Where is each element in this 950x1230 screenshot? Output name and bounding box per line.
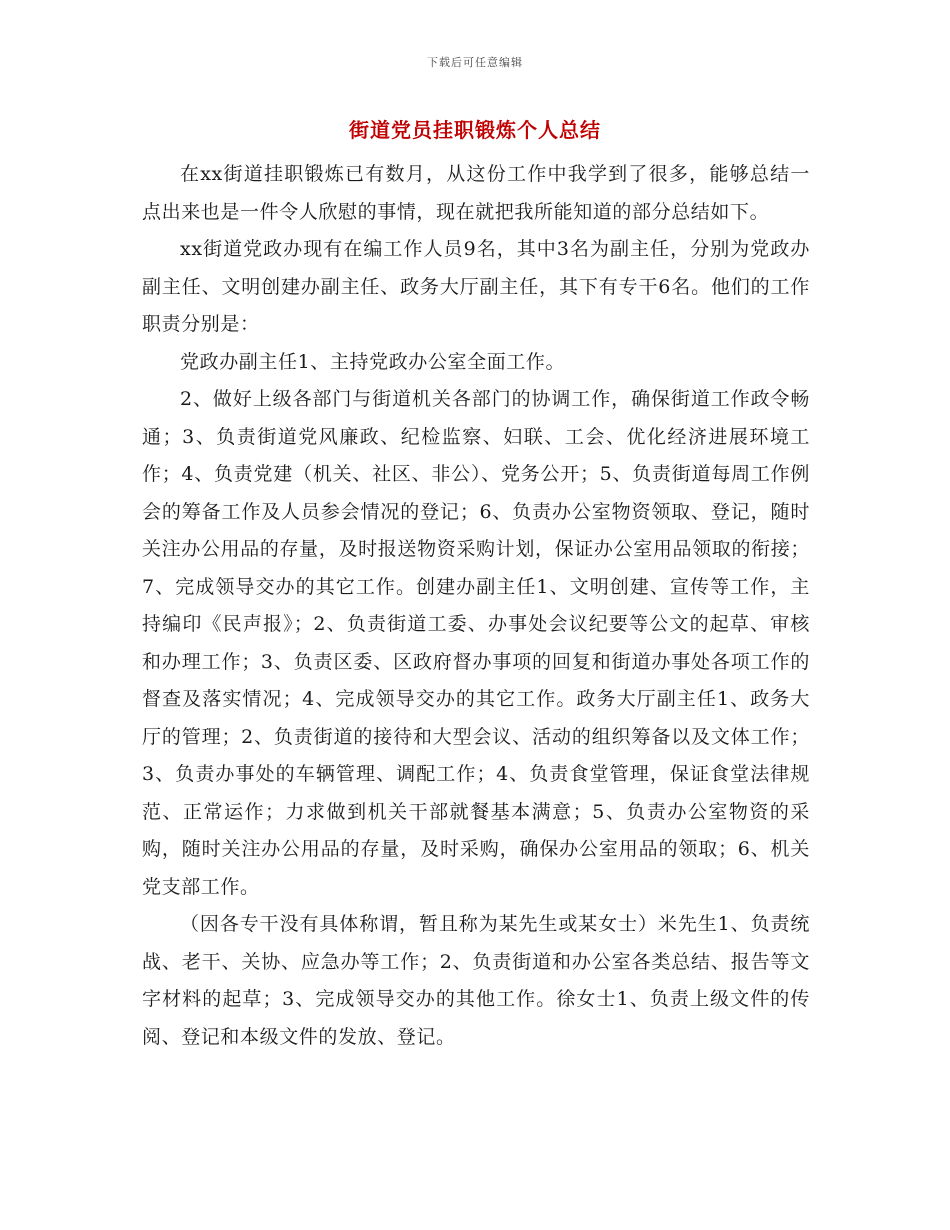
paragraph-duty-1: 党政办副主任1、主持党政办公室全面工作。 — [180, 350, 566, 373]
paragraph-staff-duties: （因各专干没有具体称谓，暂且称为某先生或某女士）米先生1、负责统战、老干、关协、应急办等工作；2、负责街道和办公室各类总结、报告等文字材料的起草；3、完成领导交办的其他工作。徐女士1、负责上级文件的传阅、登记和本级文件的发放、登记。 — [142, 913, 810, 1048]
document-body — [142, 156, 810, 1056]
paragraph-staffing: xx街道党政办现有在编工作人员9名，其中3名为副主任，分别为党政办副主任、文明创建办副主任、政务大厅副主任，其下有专干6名。他们的工作职责分别是： — [142, 238, 810, 335]
paragraph-intro: 在xx街道挂职锻炼已有数月，从这份工作中我学到了很多，能够总结一点出来也是一件令人欣慰的事情，现在就把我所能知道的部分总结如下。 — [142, 163, 810, 223]
header-note: 下载后可任意编辑 — [427, 56, 523, 69]
paragraph-duties-detail: 2、做好上级各部门与街道机关各部门的协调工作，确保街道工作政令畅通；3、负责街道党风廉政、纪检监察、妇联、工会、优化经济进展环境工作；4、负责党建（机关、社区、非公）、党务公开；5、负责街道每周工作例会的筹备工作及人员参会情况的登记；6、负责办公室物资领取、登记，随时关注办公用品的存量，及时报送物资采购计划，保证办公室用品领取的衔接；7、完成领导交办的其它工作。创建办副主任1、文明创建、宣传等工作，主持编印《民声报》；2、负责街道工委、办事处会议纪要等公文的起草、审核和办理工作；3、负责区委、区政府督办事项的回复和街道办事处各项工作的督查及落实情况；4、完成领导交办的其它工作。政务大厅副主任1、政务大厅的管理；2、负责街道的接待和大型会议、活动的组织筹备以及文体工作；3、负责办事处的车辆管理、调配工作；4、负责食堂管理，保证食堂法律规范、正常运作；力求做到机关干部就餐基本满意；5、负责办公室物资的采购，随时关注办公用品的存量，及时采购，确保办公室用品的领取；6、机关党支部工作。 — [142, 388, 810, 898]
document-title: 街道党员挂职锻炼个人总结 — [349, 118, 601, 142]
